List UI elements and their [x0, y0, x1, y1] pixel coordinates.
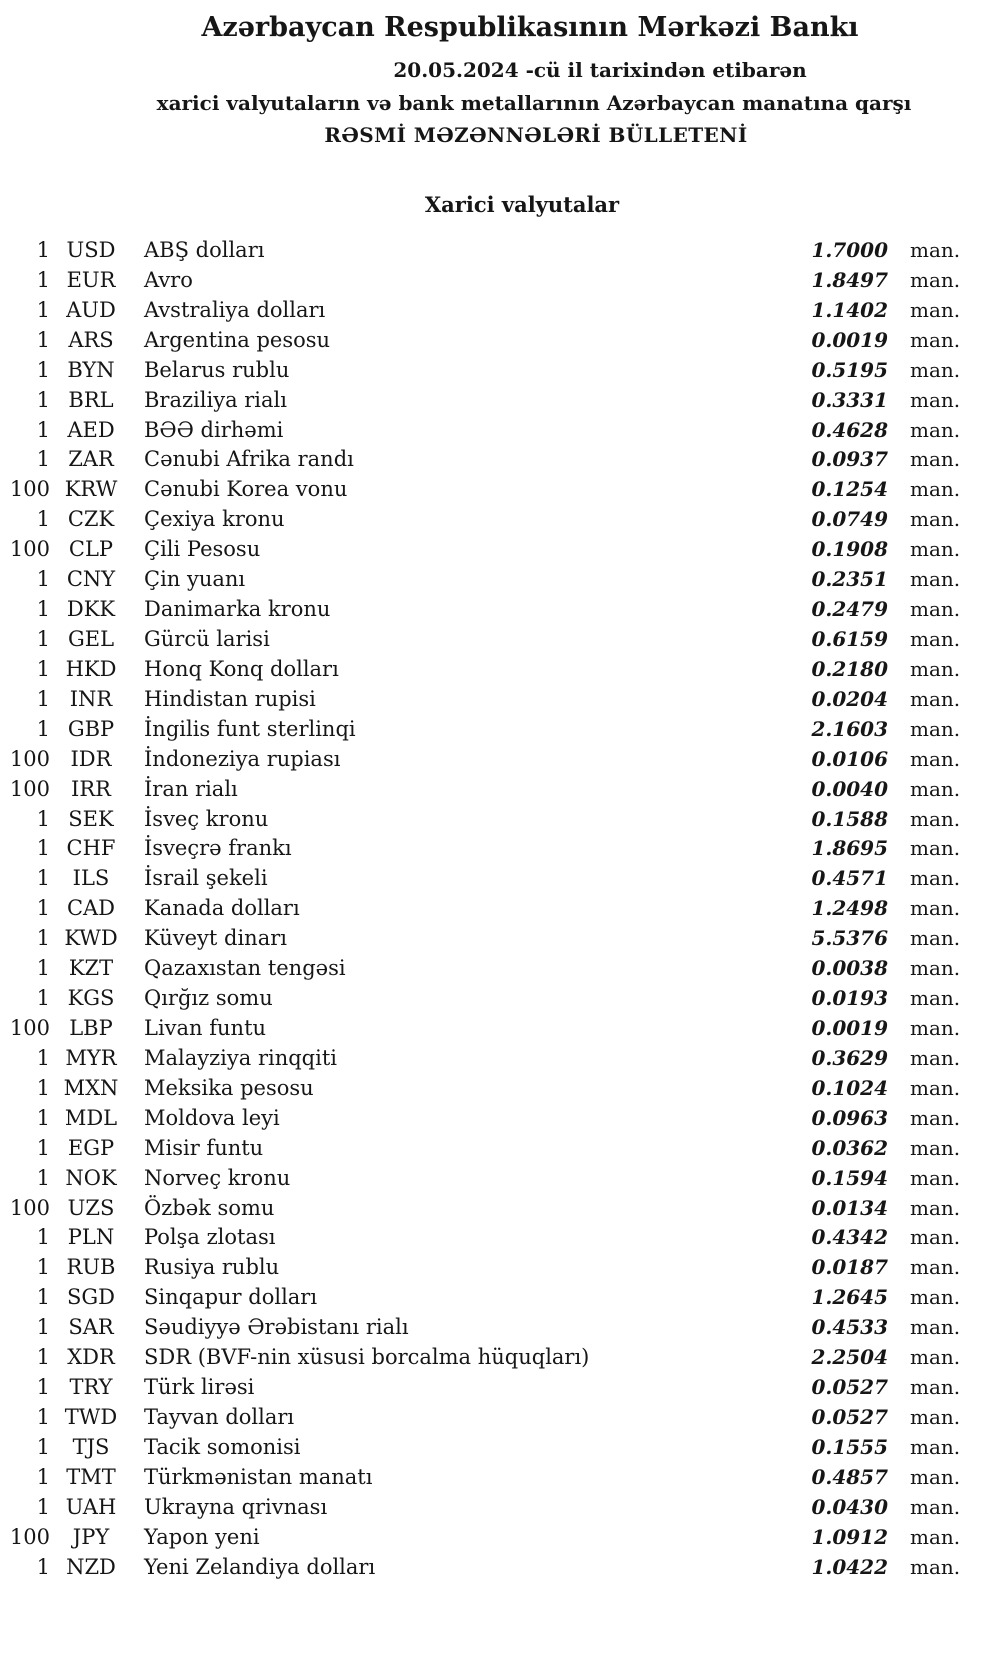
- currency-name-cell: Küveyt dinarı: [144, 926, 287, 951]
- currency-code-cell: SEK: [68, 806, 114, 831]
- quantity-cell: 1: [36, 447, 50, 472]
- unit-cell: man.: [910, 567, 961, 592]
- quantity-cell: 1: [36, 1494, 50, 1519]
- currency-code-cell: CNY: [66, 567, 116, 592]
- table-row: [0, 505, 1000, 535]
- unit-cell: man.: [910, 656, 961, 681]
- currency-code-cell: ARS: [68, 327, 114, 352]
- quantity-cell: 1: [36, 836, 50, 861]
- unit-cell: man.: [910, 537, 961, 562]
- rate-cell: 0.3331: [811, 387, 888, 412]
- table-row: [0, 1523, 1000, 1553]
- rate-cell: 0.0204: [811, 686, 888, 711]
- quantity-cell: 1: [36, 956, 50, 981]
- currency-code-cell: ZAR: [68, 447, 114, 472]
- currency-code-cell: NOK: [65, 1165, 117, 1190]
- rate-cell: 0.1555: [811, 1434, 888, 1459]
- table-row: [0, 1553, 1000, 1583]
- table-row: [0, 1343, 1000, 1373]
- currency-name-cell: Yeni Zelandiya dolları: [144, 1554, 376, 1579]
- rate-cell: 2.1603: [811, 716, 888, 741]
- rate-cell: 0.1588: [811, 806, 888, 831]
- rate-cell: 0.0187: [811, 1255, 888, 1280]
- table-row: [0, 535, 1000, 565]
- table-row: [0, 475, 1000, 505]
- currency-name-cell: Çin yuanı: [144, 567, 246, 592]
- quantity-cell: 100: [9, 746, 50, 771]
- currency-code-cell: UAH: [65, 1494, 117, 1519]
- unit-cell: man.: [910, 238, 961, 262]
- currency-name-cell: Qırğız somu: [144, 986, 273, 1011]
- rate-cell: 0.2351: [811, 567, 888, 592]
- currency-name-cell: Meksika pesosu: [144, 1075, 314, 1100]
- table-row: [0, 236, 1000, 266]
- quantity-cell: 1: [36, 327, 50, 352]
- unit-cell: man.: [910, 1015, 961, 1040]
- quantity-cell: 1: [36, 1464, 50, 1489]
- rate-cell: 0.0106: [811, 746, 888, 771]
- table-row: [0, 655, 1000, 685]
- currency-name-cell: İndoneziya rupiası: [144, 746, 341, 771]
- quantity-cell: 100: [9, 537, 50, 562]
- rate-cell: 0.2180: [811, 656, 888, 681]
- table-row: [0, 1194, 1000, 1224]
- currency-name-cell: İran rialı: [144, 776, 238, 801]
- currency-code-cell: CLP: [68, 537, 114, 562]
- currency-name-cell: ABŞ dolları: [144, 238, 265, 262]
- unit-cell: man.: [910, 597, 961, 622]
- unit-cell: man.: [910, 477, 961, 502]
- unit-cell: man.: [910, 1135, 961, 1160]
- quantity-cell: 1: [36, 1345, 50, 1370]
- currency-code-cell: KWD: [64, 926, 118, 951]
- currency-name-cell: Cənubi Korea vonu: [144, 477, 348, 502]
- currency-name-cell: Argentina pesosu: [144, 327, 331, 352]
- rate-cell: 0.0362: [811, 1135, 888, 1160]
- rate-cell: 1.8695: [811, 836, 888, 861]
- quantity-cell: 1: [36, 716, 50, 741]
- table-row: [0, 1074, 1000, 1104]
- currency-code-cell: RUB: [66, 1255, 116, 1280]
- currency-name-cell: Gürcü larisi: [144, 626, 270, 651]
- rate-cell: 0.1594: [811, 1165, 888, 1190]
- rate-cell: 0.0749: [811, 507, 888, 532]
- unit-cell: man.: [910, 267, 961, 292]
- table-row: [0, 834, 1000, 864]
- currency-code-cell: INR: [69, 686, 113, 711]
- unit-cell: man.: [910, 1165, 961, 1190]
- table-row: [0, 715, 1000, 745]
- rate-cell: 0.0430: [811, 1494, 888, 1519]
- quantity-cell: 1: [36, 656, 50, 681]
- unit-cell: man.: [910, 866, 961, 891]
- rate-cell: 1.0422: [811, 1554, 888, 1579]
- effective-date-line: 20.05.2024 -cü il tarixindən etibarən: [393, 58, 807, 82]
- unit-cell: man.: [910, 1375, 961, 1400]
- quantity-cell: 100: [9, 1524, 50, 1549]
- table-row: [0, 954, 1000, 984]
- quantity-cell: 1: [36, 1255, 50, 1280]
- table-row: [0, 1044, 1000, 1074]
- currency-name-cell: Avro: [144, 267, 193, 292]
- quantity-cell: 1: [36, 267, 50, 292]
- currency-name-cell: Avstraliya dolları: [144, 297, 326, 322]
- currency-name-cell: Türkmənistan manatı: [144, 1464, 373, 1489]
- table-row: [0, 1164, 1000, 1194]
- rate-cell: 1.0912: [811, 1524, 888, 1549]
- rate-cell: 0.4857: [811, 1464, 888, 1489]
- table-row: [0, 984, 1000, 1014]
- currency-code-cell: HKD: [65, 656, 117, 681]
- quantity-cell: 100: [9, 1015, 50, 1040]
- quantity-cell: 100: [9, 477, 50, 502]
- currency-name-cell: Honq Konq dolları: [144, 656, 339, 681]
- quantity-cell: 1: [36, 567, 50, 592]
- unit-cell: man.: [910, 986, 961, 1011]
- rate-cell: 0.1908: [811, 537, 888, 562]
- table-row: [0, 805, 1000, 835]
- table-row: [0, 1493, 1000, 1523]
- currency-name-cell: İsveçrə frankı: [144, 836, 292, 861]
- currency-name-cell: Moldova leyi: [144, 1105, 280, 1130]
- currency-code-cell: SAR: [68, 1315, 114, 1340]
- currency-name-cell: Kanada dolları: [144, 896, 300, 921]
- quantity-cell: 1: [36, 357, 50, 382]
- quantity-cell: 1: [36, 1285, 50, 1310]
- currency-code-cell: BRL: [68, 387, 114, 412]
- rate-cell: 1.8497: [811, 267, 888, 292]
- unit-cell: man.: [910, 327, 961, 352]
- table-row: [0, 1104, 1000, 1134]
- table-row: [0, 1253, 1000, 1283]
- currency-name-cell: Braziliya rialı: [144, 387, 287, 412]
- table-row: [0, 894, 1000, 924]
- table-row: [0, 1463, 1000, 1493]
- table-row: [0, 1433, 1000, 1463]
- unit-cell: man.: [910, 836, 961, 861]
- table-row: [0, 445, 1000, 475]
- currency-code-cell: TRY: [69, 1375, 113, 1400]
- currency-name-cell: Malayziya rinqqiti: [144, 1045, 337, 1070]
- currency-code-cell: LBP: [69, 1015, 113, 1040]
- currency-name-cell: İsrail şekeli: [144, 866, 268, 891]
- table-row: [0, 266, 1000, 296]
- quantity-cell: 1: [36, 297, 50, 322]
- rate-cell: 0.0040: [811, 776, 888, 801]
- quantity-cell: 1: [36, 1404, 50, 1429]
- table-row: [0, 1014, 1000, 1044]
- quantity-cell: 1: [36, 1434, 50, 1459]
- currency-name-cell: BƏƏ dirhəmi: [144, 417, 284, 442]
- unit-cell: man.: [910, 1524, 961, 1549]
- table-row: [0, 356, 1000, 386]
- table-row: [0, 565, 1000, 595]
- currency-code-cell: AED: [67, 417, 115, 442]
- quantity-cell: 1: [36, 507, 50, 532]
- section-title-foreign-currencies: Xarici valyutalar: [424, 192, 620, 217]
- rate-cell: 0.0527: [811, 1375, 888, 1400]
- currency-name-cell: Tacik somonisi: [144, 1434, 301, 1459]
- unit-cell: man.: [910, 1464, 961, 1489]
- quantity-cell: 1: [36, 1135, 50, 1160]
- currency-code-cell: KRW: [64, 477, 118, 502]
- unit-cell: man.: [910, 806, 961, 831]
- currency-code-cell: DKK: [66, 597, 116, 622]
- currency-name-cell: Yapon yeni: [144, 1524, 260, 1549]
- currency-code-cell: GEL: [67, 626, 115, 651]
- rate-cell: 0.0963: [811, 1105, 888, 1130]
- unit-cell: man.: [910, 776, 961, 801]
- currency-name-cell: Çili Pesosu: [144, 537, 261, 562]
- unit-cell: man.: [910, 1075, 961, 1100]
- table-row: [0, 1403, 1000, 1433]
- quantity-cell: 1: [36, 597, 50, 622]
- currency-code-cell: SGD: [67, 1285, 115, 1310]
- table-row: [0, 595, 1000, 625]
- rate-cell: 0.0193: [811, 986, 888, 1011]
- quantity-cell: 1: [36, 1225, 50, 1250]
- bulletin-title: RƏSMİ MƏZƏNNƏLƏRİ BÜLLETENİ: [324, 123, 748, 147]
- currency-code-cell: IRR: [71, 776, 111, 801]
- rate-cell: 0.4533: [811, 1315, 888, 1340]
- quantity-cell: 100: [9, 776, 50, 801]
- currency-code-cell: USD: [66, 238, 116, 262]
- quantity-cell: 1: [36, 1075, 50, 1100]
- currency-code-cell: CHF: [66, 836, 116, 861]
- currency-code-cell: KGS: [67, 986, 115, 1011]
- table-row: [0, 1223, 1000, 1253]
- table-row: [0, 416, 1000, 446]
- table-row: [0, 685, 1000, 715]
- currency-code-cell: MDL: [64, 1105, 118, 1130]
- quantity-cell: 1: [36, 806, 50, 831]
- currency-code-cell: CZK: [67, 507, 115, 532]
- quantity-cell: 100: [9, 1195, 50, 1220]
- quantity-cell: 1: [36, 986, 50, 1011]
- quantity-cell: 1: [36, 686, 50, 711]
- quantity-cell: 1: [36, 1045, 50, 1070]
- currency-code-cell: TWD: [64, 1404, 118, 1429]
- currency-name-cell: Norveç kronu: [144, 1165, 291, 1190]
- table-row: [0, 625, 1000, 655]
- rate-cell: 0.6159: [811, 626, 888, 651]
- currency-code-cell: NZD: [66, 1554, 116, 1579]
- bank-title: Azərbaycan Respublikasının Mərkəzi Bankı: [201, 12, 859, 43]
- currency-name-cell: İsveç kronu: [144, 806, 269, 831]
- currency-name-cell: SDR (BVF-nin xüsusi borcalma hüquqları): [144, 1345, 590, 1370]
- unit-cell: man.: [910, 896, 961, 921]
- rate-cell: 0.0019: [811, 1015, 888, 1040]
- currency-code-cell: CAD: [66, 896, 116, 921]
- table-row: [0, 296, 1000, 326]
- table-row: [0, 326, 1000, 356]
- bulletin-subtitle: xarici valyutaların və bank metallarının Azərbaycan manatına qarşı: [156, 91, 912, 115]
- currency-code-cell: JPY: [72, 1524, 110, 1549]
- rate-cell: 0.0937: [811, 447, 888, 472]
- rate-cell: 0.0134: [811, 1195, 888, 1220]
- currency-name-cell: Tayvan dolları: [144, 1404, 295, 1429]
- unit-cell: man.: [910, 297, 961, 322]
- rate-cell: 0.1254: [811, 477, 888, 502]
- rate-cell: 2.2504: [811, 1345, 888, 1370]
- currency-code-cell: PLN: [67, 1225, 115, 1250]
- currency-name-cell: Livan funtu: [144, 1015, 267, 1040]
- unit-cell: man.: [910, 956, 961, 981]
- currency-code-cell: GBP: [67, 716, 115, 741]
- quantity-cell: 1: [36, 1165, 50, 1190]
- rate-cell: 0.0527: [811, 1404, 888, 1429]
- unit-cell: man.: [910, 1554, 961, 1579]
- rate-cell: 0.2479: [811, 597, 888, 622]
- unit-cell: man.: [910, 1285, 961, 1310]
- currency-code-cell: AUD: [66, 297, 116, 322]
- unit-cell: man.: [910, 387, 961, 412]
- rate-cell: 0.5195: [811, 357, 888, 382]
- unit-cell: man.: [910, 1315, 961, 1340]
- currency-name-cell: Danimarka kronu: [144, 597, 331, 622]
- rate-cell: 1.7000: [811, 238, 888, 262]
- unit-cell: man.: [910, 926, 961, 951]
- unit-cell: man.: [910, 1345, 961, 1370]
- currency-name-cell: Ukrayna qrivnası: [144, 1494, 328, 1519]
- currency-code-cell: EUR: [66, 267, 116, 292]
- currency-name-cell: Çexiya kronu: [144, 507, 285, 532]
- currency-name-cell: Türk lirəsi: [144, 1375, 255, 1400]
- quantity-cell: 1: [36, 417, 50, 442]
- currency-code-cell: KZT: [68, 956, 114, 981]
- currency-code-cell: MYR: [65, 1045, 117, 1070]
- unit-cell: man.: [910, 1494, 961, 1519]
- currency-name-cell: Hindistan rupisi: [144, 686, 316, 711]
- currency-code-cell: TMT: [66, 1464, 116, 1489]
- quantity-cell: 1: [36, 1315, 50, 1340]
- currency-code-cell: TJS: [72, 1434, 110, 1459]
- currency-code-cell: BYN: [67, 357, 115, 382]
- rate-cell: 0.0038: [811, 956, 888, 981]
- unit-cell: man.: [910, 1255, 961, 1280]
- unit-cell: man.: [910, 626, 961, 651]
- currency-code-cell: IDR: [70, 746, 112, 771]
- table-row: [0, 1313, 1000, 1343]
- currency-name-cell: Cənubi Afrika randı: [144, 447, 354, 472]
- currency-name-cell: Özbək somu: [144, 1195, 275, 1220]
- unit-cell: man.: [910, 507, 961, 532]
- currency-name-cell: Rusiya rublu: [144, 1255, 280, 1280]
- rate-cell: 0.4342: [811, 1225, 888, 1250]
- quantity-cell: 1: [36, 1105, 50, 1130]
- quantity-cell: 1: [36, 238, 50, 262]
- unit-cell: man.: [910, 1105, 961, 1130]
- table-row: [0, 386, 1000, 416]
- rate-cell: 1.1402: [811, 297, 888, 322]
- table-row: [0, 1283, 1000, 1313]
- rate-cell: 0.0019: [811, 327, 888, 352]
- currency-name-cell: Sinqapur dolları: [144, 1285, 318, 1310]
- currency-name-cell: Belarus rublu: [144, 357, 290, 382]
- currency-name-cell: Misir funtu: [144, 1135, 264, 1160]
- unit-cell: man.: [910, 357, 961, 382]
- unit-cell: man.: [910, 716, 961, 741]
- quantity-cell: 1: [36, 387, 50, 412]
- table-row: [0, 864, 1000, 894]
- quantity-cell: 1: [36, 926, 50, 951]
- unit-cell: man.: [910, 1195, 961, 1220]
- rate-cell: 5.5376: [811, 926, 888, 951]
- currency-name-cell: İngilis funt sterlinqi: [144, 716, 356, 741]
- unit-cell: man.: [910, 1404, 961, 1429]
- quantity-cell: 1: [36, 896, 50, 921]
- rate-cell: 0.1024: [811, 1075, 888, 1100]
- unit-cell: man.: [910, 1434, 961, 1459]
- table-row: [0, 924, 1000, 954]
- rate-cell: 0.3629: [811, 1045, 888, 1070]
- table-row: [0, 745, 1000, 775]
- currency-name-cell: Qazaxıstan tengəsi: [144, 956, 346, 981]
- currency-table: [0, 236, 1000, 1582]
- table-row: [0, 1134, 1000, 1164]
- quantity-cell: 1: [36, 866, 50, 891]
- currency-name-cell: Polşa zlotası: [144, 1225, 276, 1250]
- quantity-cell: 1: [36, 1375, 50, 1400]
- table-row: [0, 775, 1000, 805]
- unit-cell: man.: [910, 447, 961, 472]
- unit-cell: man.: [910, 1045, 961, 1070]
- quantity-cell: 1: [36, 626, 50, 651]
- unit-cell: man.: [910, 1225, 961, 1250]
- unit-cell: man.: [910, 686, 961, 711]
- table-row: [0, 1373, 1000, 1403]
- currency-code-cell: XDR: [67, 1345, 115, 1370]
- currency-code-cell: UZS: [67, 1195, 115, 1220]
- rate-cell: 0.4628: [811, 417, 888, 442]
- unit-cell: man.: [910, 746, 961, 771]
- quantity-cell: 1: [36, 1554, 50, 1579]
- unit-cell: man.: [910, 417, 961, 442]
- rate-cell: 1.2645: [811, 1285, 888, 1310]
- currency-code-cell: EGP: [67, 1135, 115, 1160]
- rate-cell: 1.2498: [811, 896, 888, 921]
- currency-name-cell: Səudiyyə Ərəbistanı rialı: [144, 1315, 409, 1340]
- currency-code-cell: ILS: [72, 866, 110, 891]
- currency-code-cell: MXN: [63, 1075, 119, 1100]
- rate-cell: 0.4571: [811, 866, 888, 891]
